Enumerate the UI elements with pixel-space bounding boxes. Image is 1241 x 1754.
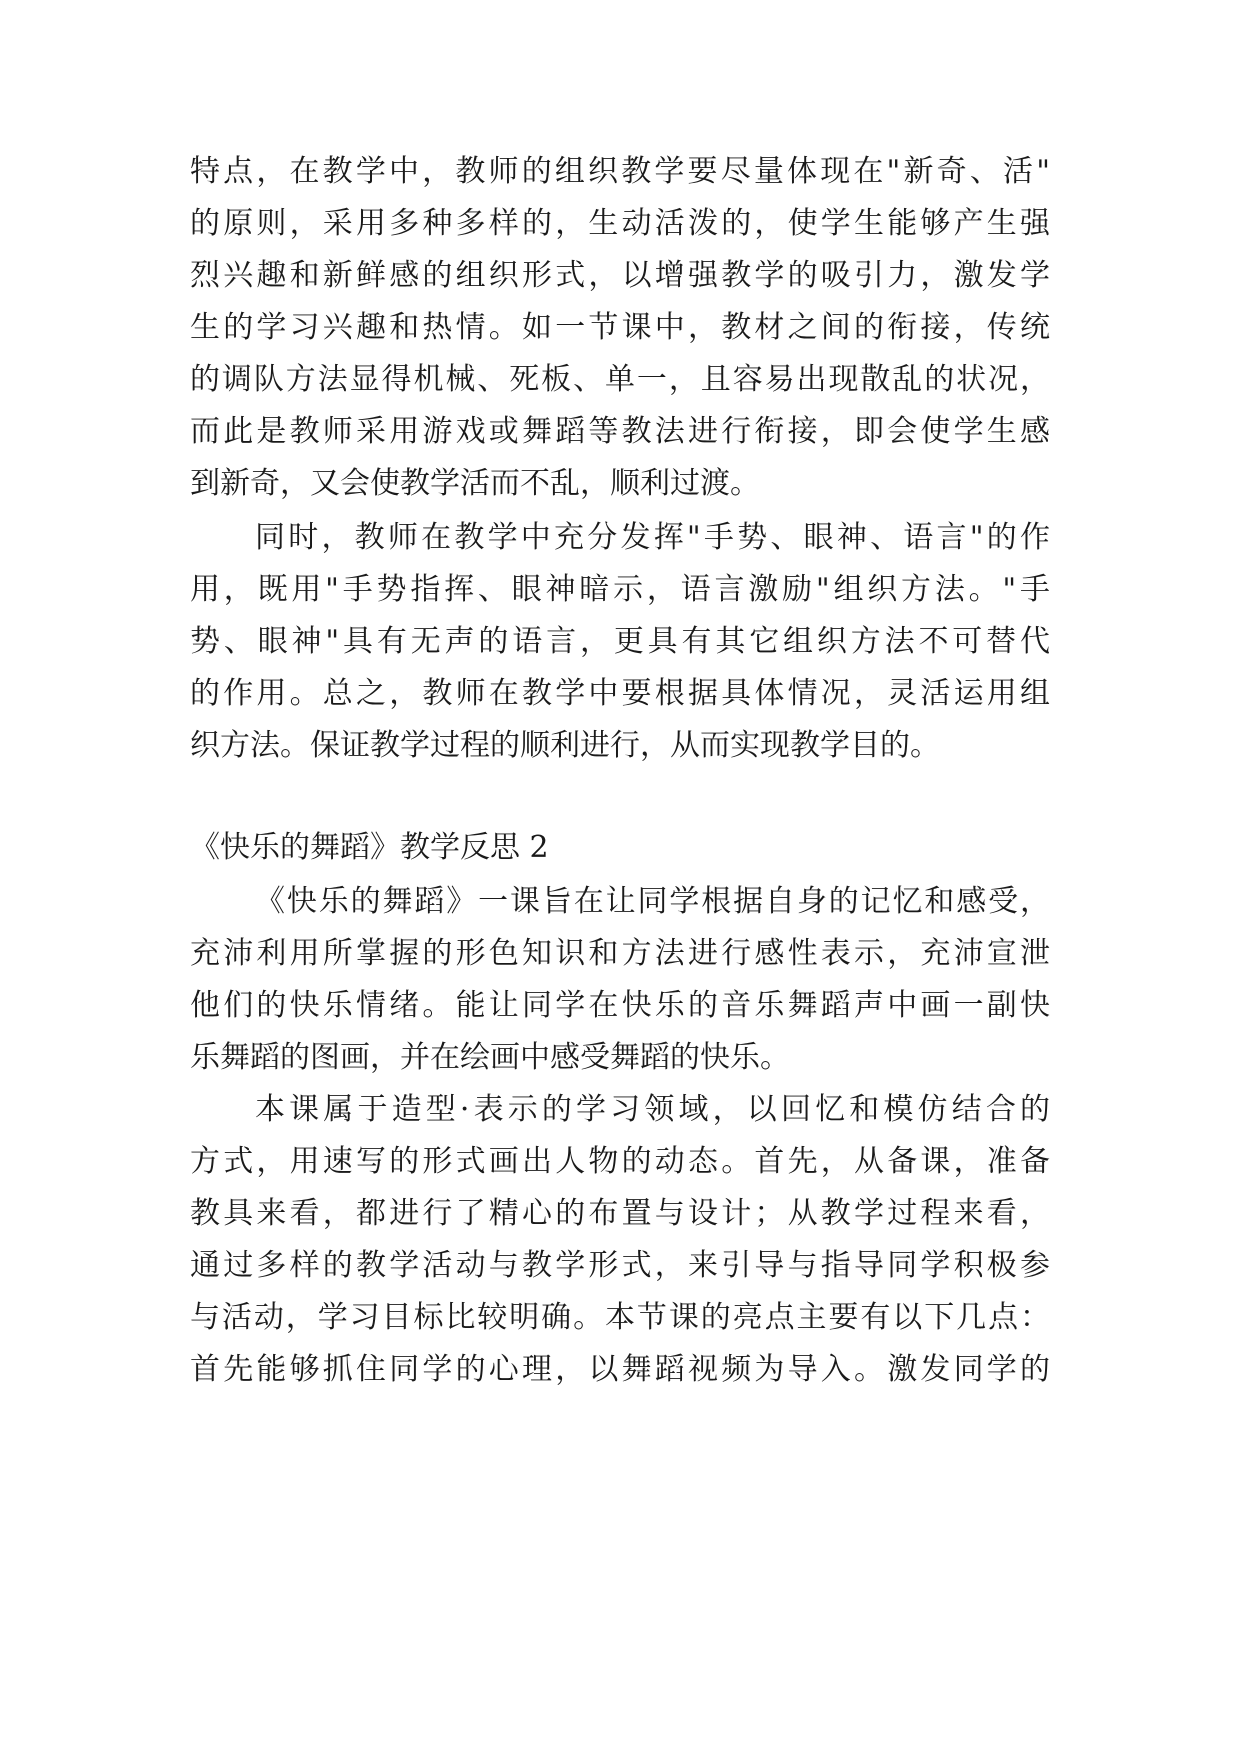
text-line: 《快乐的舞蹈》一课旨在让同学根据自身的记忆和感受，: [255, 884, 1050, 919]
text-line: 首先能够抓住同学的心理，以舞蹈视频为导入。激发同学的: [190, 1352, 1050, 1387]
text-line: 生的学习兴趣和热情。如一节课中，教材之间的衔接，传统: [190, 310, 1050, 345]
text-line: 教具来看，都进行了精心的布置与设计；从教学过程来看，: [190, 1196, 1050, 1231]
text-line: 他们的快乐情绪。能让同学在快乐的音乐舞蹈声中画一副快: [190, 988, 1050, 1023]
text-line: 与活动，学习目标比较明确。本节课的亮点主要有以下几点：: [190, 1300, 1050, 1335]
text-line: 同时，教师在教学中充分发挥"手势、眼神、语言"的作: [255, 520, 1050, 555]
text-line: 的调队方法显得机械、死板、单一，且容易出现散乱的状况，: [190, 362, 1050, 397]
text-line: 织方法。保证教学过程的顺利进行，从而实现教学目的。: [190, 728, 940, 763]
text-line: 乐舞蹈的图画，并在绘画中感受舞蹈的快乐。: [190, 1040, 790, 1075]
text-line: 的作用。总之，教师在教学中要根据具体情况，灵活运用组: [190, 676, 1050, 711]
text-line: 的原则，采用多种多样的，生动活泼的，使学生能够产生强: [190, 206, 1050, 241]
section-title: 《快乐的舞蹈》教学反思 2: [190, 830, 549, 865]
text-line: 方式，用速写的形式画出人物的动态。首先，从备课，准备: [190, 1144, 1050, 1179]
text-line: 充沛利用所掌握的形色知识和方法进行感性表示，充沛宣泄: [190, 936, 1050, 971]
text-line: 本课属于造型·表示的学习领域，以回忆和模仿结合的: [255, 1092, 1050, 1127]
text-line: 到新奇，又会使教学活而不乱，顺利过渡。: [190, 466, 760, 501]
text-line: 通过多样的教学活动与教学形式，来引导与指导同学积极参: [190, 1248, 1050, 1283]
text-line: 特点，在教学中，教师的组织教学要尽量体现在"新奇、活": [190, 154, 1050, 189]
text-line: 烈兴趣和新鲜感的组织形式，以增强教学的吸引力，激发学: [190, 258, 1050, 293]
text-line: 用，既用"手势指挥、眼神暗示，语言激励"组织方法。"手: [190, 572, 1050, 607]
text-line: 而此是教师采用游戏或舞蹈等教法进行衔接，即会使学生感: [190, 414, 1050, 449]
text-line: 势、眼神"具有无声的语言，更具有其它组织方法不可替代: [190, 624, 1050, 659]
